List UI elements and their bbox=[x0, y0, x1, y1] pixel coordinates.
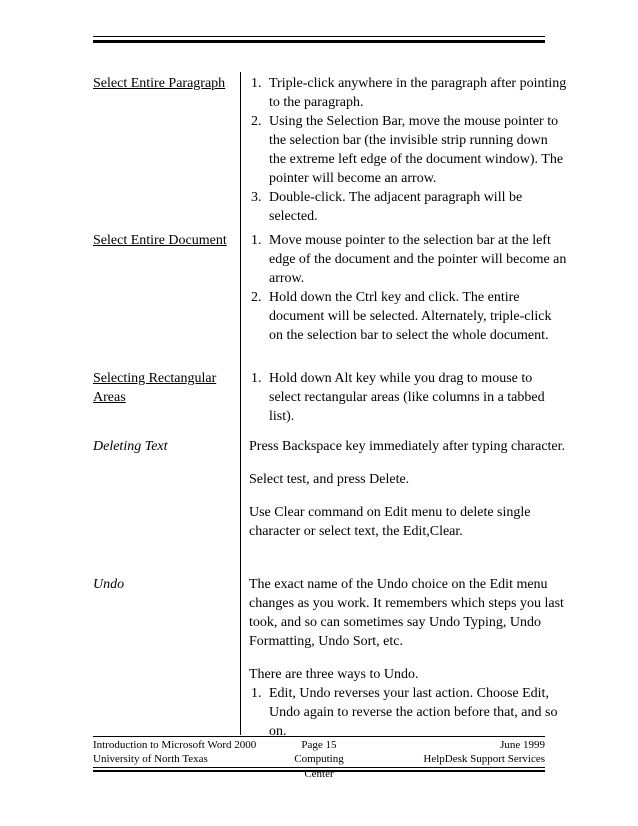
footer-date: June 1999 bbox=[500, 739, 545, 751]
footer-rule-thick bbox=[93, 770, 545, 772]
paragraph: Press Backspace key immediately after typing character. bbox=[249, 439, 566, 454]
list-item: 2. Hold down the Ctrl key and click. The entire document will be selected. Alternately, triple-click on the selection bar to select the whole document. bbox=[251, 290, 552, 343]
footer-doc-title: Introduction to Microsoft Word 2000 bbox=[93, 739, 257, 751]
header-rule-thin bbox=[93, 36, 545, 37]
footer-rule-thin bbox=[93, 767, 545, 768]
list-item: 3. Double-click. The adjacent paragraph will be selected. bbox=[251, 190, 523, 224]
header-rule-thick bbox=[93, 40, 545, 43]
list-item: 1. Triple-click anywhere in the paragraph after pointing to the paragraph. bbox=[251, 76, 567, 110]
label-select-paragraph: Select Entire Paragraph bbox=[93, 76, 226, 91]
paragraph: Use Clear command on Edit menu to delete single character or select text, the Edit,Clear. bbox=[249, 505, 531, 539]
footer-rule-top bbox=[93, 736, 545, 737]
content-select-document bbox=[249, 231, 567, 345]
label-select-document: Select Entire Document bbox=[93, 233, 227, 248]
paragraph: The exact name of the Undo choice on the Edit menu changes as you work. It remembers which steps you last took, and so can sometimes say Undo Typing, Undo Formatting, Undo Sort, etc. bbox=[249, 577, 564, 649]
content-deleting-text bbox=[249, 437, 567, 555]
content-select-rectangular bbox=[249, 369, 567, 426]
label-deleting-text: Deleting Text bbox=[93, 439, 168, 454]
content-select-paragraph bbox=[249, 74, 567, 226]
footer-page-number: Page 15 bbox=[301, 739, 337, 751]
list-item: 2. Using the Selection Bar, move the mouse pointer to the selection bar (the invisible strip running down the extreme left edge of the document window). The pointer will become an arrow. bbox=[251, 114, 564, 186]
label-undo: Undo bbox=[93, 577, 125, 592]
list-item: 1. Hold down Alt key while you drag to mouse to select rectangular areas (like columns in a tabbed list). bbox=[251, 371, 545, 424]
footer-center: Computing Center bbox=[294, 753, 344, 780]
paragraph: There are three ways to Undo. bbox=[249, 667, 419, 682]
column-divider bbox=[240, 72, 241, 735]
list-item: 1. Edit, Undo reverses your last action. Choose Edit, Undo again to reverse the action before that, and so on. bbox=[251, 686, 558, 739]
list-item: 1. Move mouse pointer to the selection bar at the left edge of the document and the pointer will become an arrow. bbox=[251, 233, 567, 286]
footer-helpdesk: HelpDesk Support Services bbox=[423, 753, 545, 765]
content-undo bbox=[249, 575, 567, 741]
footer-university: University of North Texas bbox=[93, 753, 208, 765]
label-select-rectangular: Selecting Rectangular Areas bbox=[93, 371, 217, 405]
paragraph: Select test, and press Delete. bbox=[249, 472, 410, 487]
